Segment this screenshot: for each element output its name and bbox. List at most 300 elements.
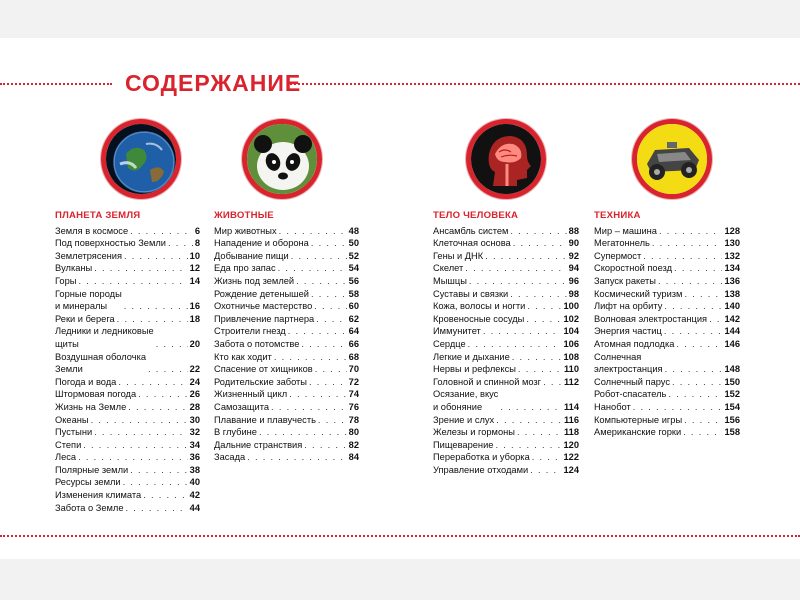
earth-image [101, 119, 181, 199]
toc-entry-title: Горные породы и минералы [55, 288, 122, 312]
dot-leader [124, 300, 188, 313]
toc-entry [214, 388, 359, 401]
toc-entry [214, 288, 359, 301]
toc-entry-page: 26 [189, 389, 200, 400]
toc-entry-title: Атомная подлодка [594, 338, 675, 349]
toc-entry-title: Рождение детенышей [214, 288, 310, 299]
toc-entry-title: Робот-спасатель [594, 389, 667, 400]
toc-entry [55, 288, 200, 313]
toc-entry-page: 10 [189, 250, 200, 261]
dot-leader [684, 414, 722, 427]
toc-entry-title: Погода и вода [55, 376, 117, 387]
toc-entry [433, 363, 579, 376]
toc-entry-title: В глубине [214, 427, 257, 438]
dot-leader [78, 275, 187, 288]
toc-entry [214, 325, 359, 338]
toc-entry-page: 148 [724, 364, 740, 375]
toc-entry [214, 414, 359, 427]
toc-entry-page: 44 [189, 502, 200, 513]
toc-entry-title: Реки и берега [55, 313, 115, 324]
toc-entry-title: Клеточная основа [433, 238, 511, 249]
toc-entry [433, 300, 579, 313]
toc-entry-page: 62 [348, 313, 359, 324]
toc-entry-title: Привлечение партнера [214, 313, 315, 324]
toc-entry-title: Скоростной поезд [594, 263, 673, 274]
toc-entry [433, 237, 579, 250]
toc-entry-title: Солнечный парус [594, 376, 670, 387]
dot-leader [674, 262, 722, 275]
vehicle-image [632, 119, 712, 199]
toc-entry-title: Мегатоннель [594, 238, 650, 249]
toc-entry [55, 275, 200, 288]
dot-leader [128, 401, 187, 414]
dot-leader [664, 325, 723, 338]
top-dotted-rule-right [290, 83, 800, 85]
toc-entry-title: Штормовая погода [55, 389, 137, 400]
toc-entry [214, 439, 359, 452]
toc-entry-page: 104 [563, 326, 579, 337]
toc-entry [594, 250, 740, 263]
toc-entry-page: 28 [189, 401, 200, 412]
toc-entry [594, 338, 740, 351]
section-heading: ТЕЛО ЧЕЛОВЕКА [433, 210, 519, 221]
toc-entry-title: Леса [55, 452, 77, 463]
dot-leader [143, 489, 187, 502]
toc-entry-page: 96 [568, 275, 579, 286]
toc-entry-title: Засада [214, 452, 246, 463]
toc-entry-title: Родительские заботы [214, 376, 307, 387]
toc-entry-page: 106 [563, 338, 579, 349]
toc-entry [55, 250, 200, 263]
toc-entry-title: Плавание и плавучесть [214, 414, 316, 425]
toc-entry-page: 134 [724, 263, 740, 274]
toc-entry [433, 414, 579, 427]
dot-leader [709, 313, 722, 326]
toc-entry [55, 376, 200, 389]
toc-entry-title: Зрение и слух [433, 414, 495, 425]
toc-page [0, 38, 800, 559]
toc-entry [55, 262, 200, 275]
toc-entry [433, 275, 579, 288]
toc-entry-page: 52 [348, 250, 359, 261]
toc-entry [433, 351, 579, 364]
toc-entry-page: 110 [564, 364, 579, 375]
toc-entry-title: Компьютерные игры [594, 414, 683, 425]
toc-entry [594, 351, 740, 376]
bottom-dotted-rule [0, 535, 800, 537]
toc-entry-title: Ансамбль систем [433, 225, 509, 236]
toc-entry-page: 112 [564, 376, 579, 387]
toc-entry-title: Супермост [594, 250, 642, 261]
dot-leader [296, 275, 347, 288]
toc-entry-title: Головной и спинной мозг [433, 376, 542, 387]
dot-leader [315, 363, 347, 376]
dot-leader [271, 401, 347, 414]
section-heading: ТЕХНИКА [594, 210, 641, 221]
dot-leader [130, 225, 193, 238]
toc-entry-page: 144 [724, 326, 740, 337]
dot-leader [117, 313, 188, 326]
toc-entry-title: Жизнь на Земле [55, 401, 127, 412]
dot-leader [485, 250, 566, 263]
toc-entry [433, 288, 579, 301]
toc-entry-page: 58 [348, 288, 359, 299]
toc-entry-page: 128 [724, 225, 740, 236]
dot-leader [78, 451, 188, 464]
toc-entry [433, 439, 579, 452]
toc-entry [433, 338, 579, 351]
toc-entry [55, 502, 200, 515]
toc-entry [433, 325, 579, 338]
toc-entry [433, 388, 579, 413]
dot-leader [683, 426, 722, 439]
toc-entry-title: Волновая электростанция [594, 313, 708, 324]
dot-leader [126, 502, 188, 515]
toc-entry [214, 363, 359, 376]
toc-entry-title: Лифт на орбиту [594, 301, 663, 312]
toc-entry-title: Землетрясения [55, 250, 123, 261]
toc-entry [594, 262, 740, 275]
toc-entry-title: Забота о потомстве [214, 338, 300, 349]
toc-entry-title: Изменения климата [55, 490, 142, 501]
toc-entry-title: Переработка и уборка [433, 452, 530, 463]
dot-leader [168, 237, 193, 250]
toc-entry-title: Жизненный цикл [214, 389, 288, 400]
dot-leader [659, 225, 723, 238]
toc-entry [214, 351, 359, 364]
human-head-image [466, 119, 546, 199]
toc-entry-title: Ледники и ледниковые щиты [55, 326, 154, 349]
dot-leader [500, 401, 562, 414]
toc-entry-page: 56 [348, 275, 359, 286]
toc-entry-page: 158 [724, 427, 740, 438]
toc-entry-page: 100 [563, 301, 579, 312]
dot-leader [318, 414, 347, 427]
toc-entry-page: 36 [189, 452, 200, 463]
dot-leader [301, 338, 346, 351]
top-dotted-rule-left [0, 83, 112, 85]
dot-leader [311, 237, 347, 250]
dot-leader [309, 376, 347, 389]
toc-entry-title: Осязание, вкус и обоняние [433, 389, 499, 412]
toc-entry [594, 426, 740, 439]
toc-entry-title: Земля в космосе [55, 225, 129, 236]
entry-list [214, 225, 359, 464]
toc-entry-page: 16 [189, 301, 200, 312]
dot-leader [314, 300, 346, 313]
toc-entry-page: 22 [189, 364, 200, 375]
toc-entry-title: Американские горки [594, 427, 682, 438]
dot-leader [279, 225, 347, 238]
section-heading: ЖИВОТНЫЕ [214, 210, 274, 221]
dot-leader [274, 351, 347, 364]
toc-entry-page: 12 [189, 263, 200, 274]
toc-entry-title: Океаны [55, 414, 89, 425]
toc-entry-title: Кожа, волосы и ногти [433, 301, 526, 312]
toc-entry-title: Горы [55, 275, 77, 286]
toc-entry-title: Ресурсы земли [55, 477, 121, 488]
toc-entry-page: 70 [348, 364, 359, 375]
toc-entry-page: 116 [564, 414, 579, 425]
dot-leader [496, 414, 562, 427]
toc-entry-page: 138 [724, 288, 740, 299]
dot-leader [526, 313, 561, 326]
toc-entry-title: Жизнь под землей [214, 275, 295, 286]
toc-entry-page: 18 [189, 313, 200, 324]
toc-entry-title: Солнечная электростанция [594, 351, 663, 375]
dot-leader [118, 376, 187, 389]
toc-entry [55, 476, 200, 489]
toc-entry-title: Спасение от хищников [214, 364, 313, 375]
dot-leader [148, 363, 188, 376]
dot-leader [483, 325, 562, 338]
toc-entry-page: 64 [348, 326, 359, 337]
toc-entry [214, 313, 359, 326]
toc-entry [55, 237, 200, 250]
toc-entry [214, 426, 359, 439]
toc-entry [594, 388, 740, 401]
toc-entry [433, 250, 579, 263]
dot-leader [124, 250, 188, 263]
toc-entry-page: 90 [568, 238, 579, 249]
toc-entry-title: Мир животных [214, 225, 277, 236]
dot-leader [530, 464, 561, 477]
dot-leader [532, 451, 562, 464]
toc-entry-title: Вулканы [55, 263, 93, 274]
toc-entry [594, 300, 740, 313]
toc-entry-page: 50 [348, 238, 359, 249]
toc-entry [594, 325, 740, 338]
toc-entry [55, 388, 200, 401]
toc-entry [594, 225, 740, 238]
toc-entry-title: Добывание пищи [214, 250, 289, 261]
toc-entry [594, 414, 740, 427]
dot-leader [288, 325, 347, 338]
toc-entry [55, 325, 200, 350]
toc-entry-title: Иммунитет [433, 326, 481, 337]
dot-leader [495, 439, 561, 452]
toc-entry [594, 288, 740, 301]
toc-entry-page: 140 [724, 301, 740, 312]
dot-leader [130, 464, 187, 477]
section-human-body [433, 210, 579, 476]
toc-entry [55, 464, 200, 477]
toc-entry [433, 451, 579, 464]
toc-entry [214, 376, 359, 389]
toc-entry-page: 8 [194, 238, 200, 249]
toc-entry-page: 108 [563, 351, 579, 362]
section-heading: ПЛАНЕТА ЗЕМЛЯ [55, 210, 141, 221]
toc-entry-page: 78 [348, 414, 359, 425]
toc-entry-title: Забота о Земле [55, 502, 124, 513]
toc-entry-title: Охотничье мастерство [214, 301, 313, 312]
toc-entry-title: Железы и гормоны [433, 427, 515, 438]
toc-entry [55, 451, 200, 464]
toc-entry-title: Космический туризм [594, 288, 683, 299]
toc-entry-page: 98 [568, 288, 579, 299]
toc-entry-page: 120 [563, 439, 579, 450]
dot-leader [510, 288, 566, 301]
toc-entry [55, 401, 200, 414]
toc-entry-page: 72 [348, 376, 359, 387]
toc-entry-title: Полярные земли [55, 464, 129, 475]
toc-entry-title: Нападение и оборона [214, 238, 309, 249]
toc-entry-title: Степи [55, 439, 82, 450]
toc-entry-page: 118 [564, 427, 579, 438]
toc-entry [55, 489, 200, 502]
toc-entry-page: 122 [563, 452, 579, 463]
toc-entry-page: 94 [568, 263, 579, 274]
toc-entry-page: 88 [568, 225, 579, 236]
toc-entry-page: 14 [189, 275, 200, 286]
toc-entry [55, 439, 200, 452]
toc-entry-page: 20 [189, 338, 200, 349]
dot-leader [94, 426, 188, 439]
toc-entry [214, 401, 359, 414]
toc-entry-page: 42 [189, 490, 200, 501]
toc-entry-title: Мир – машина [594, 225, 657, 236]
toc-entry [214, 250, 359, 263]
toc-entry-title: Самозащита [214, 401, 270, 412]
dot-leader [658, 275, 723, 288]
toc-entry [433, 225, 579, 238]
dot-leader [83, 439, 187, 452]
toc-entry [594, 275, 740, 288]
dot-leader [518, 363, 562, 376]
toc-entry-page: 34 [189, 439, 200, 450]
toc-entry-page: 38 [189, 464, 200, 475]
dot-leader [676, 338, 722, 351]
toc-entry-title: Мышцы [433, 275, 467, 286]
toc-entry-page: 154 [724, 401, 740, 412]
dot-leader [291, 250, 347, 263]
toc-entry-page: 40 [189, 477, 200, 488]
dot-leader [91, 414, 188, 427]
dot-leader [123, 476, 188, 489]
toc-entry-title: Гены и ДНК [433, 250, 484, 261]
toc-entry-page: 156 [724, 414, 740, 425]
dot-leader [633, 401, 723, 414]
toc-entry [214, 262, 359, 275]
dot-leader [652, 237, 723, 250]
toc-entry-page: 136 [724, 275, 740, 286]
dot-leader [156, 338, 188, 351]
dot-leader [469, 275, 567, 288]
dot-leader [513, 237, 567, 250]
toc-entry [55, 426, 200, 439]
dot-leader [510, 225, 566, 238]
toc-entry-title: Пищеварение [433, 439, 494, 450]
toc-entry-page: 114 [564, 401, 579, 412]
toc-entry [214, 300, 359, 313]
toc-entry-title: Сердце [433, 338, 466, 349]
toc-entry-page: 6 [194, 225, 200, 236]
toc-entry-page: 60 [348, 301, 359, 312]
dot-leader [316, 313, 346, 326]
toc-entry-page: 68 [348, 351, 359, 362]
toc-entry-title: Запуск ракеты [594, 275, 656, 286]
toc-entry [214, 338, 359, 351]
toc-entry [214, 225, 359, 238]
toc-entry-title: Кто как ходит [214, 351, 272, 362]
dot-leader [517, 426, 562, 439]
toc-entry-title: Энергия частиц [594, 326, 662, 337]
toc-entry [214, 237, 359, 250]
toc-entry-page: 54 [348, 263, 359, 274]
toc-entry-title: Строители гнезд [214, 326, 286, 337]
toc-entry-page: 30 [189, 414, 200, 425]
toc-entry [433, 464, 579, 477]
toc-entry-page: 142 [724, 313, 740, 324]
toc-entry-page: 150 [724, 376, 740, 387]
toc-entry-page: 130 [724, 238, 740, 249]
toc-entry-page: 152 [724, 389, 740, 400]
toc-entry-page: 48 [348, 225, 359, 236]
entry-list [433, 225, 579, 477]
section-technology [594, 210, 740, 439]
toc-entry-page: 132 [724, 250, 740, 261]
toc-entry-title: Легкие и дыхание [433, 351, 510, 362]
dot-leader [311, 288, 347, 301]
entry-list [594, 225, 740, 439]
dot-leader [527, 300, 561, 313]
dot-leader [94, 262, 187, 275]
page-title: СОДЕРЖАНИЕ [125, 70, 302, 96]
toc-entry [55, 351, 200, 376]
toc-entry-page: 82 [348, 439, 359, 450]
toc-entry [594, 237, 740, 250]
toc-entry [55, 225, 200, 238]
toc-entry-page: 32 [189, 427, 200, 438]
panda-image [242, 119, 322, 199]
toc-entry [214, 275, 359, 288]
dot-leader [278, 262, 347, 275]
toc-entry-page: 24 [189, 376, 200, 387]
toc-entry [214, 451, 359, 464]
dot-leader [138, 388, 188, 401]
dot-leader [672, 376, 722, 389]
toc-entry-page: 84 [348, 452, 359, 463]
toc-entry [55, 414, 200, 427]
toc-entry [55, 313, 200, 326]
toc-entry [594, 376, 740, 389]
toc-entry [433, 313, 579, 326]
dot-leader [668, 388, 722, 401]
toc-entry-page: 80 [348, 427, 359, 438]
dot-leader [468, 338, 562, 351]
section-animals [214, 210, 359, 464]
dot-leader [247, 451, 346, 464]
toc-entry [433, 426, 579, 439]
section-planet-earth [55, 210, 200, 514]
toc-entry-title: Нанобот [594, 401, 631, 412]
dot-leader [512, 351, 562, 364]
entry-list [55, 225, 200, 515]
dot-leader [465, 262, 566, 275]
dot-leader [665, 363, 723, 376]
toc-entry-page: 66 [348, 338, 359, 349]
toc-entry-title: Суставы и связки [433, 288, 509, 299]
toc-entry-title: Пустыни [55, 427, 93, 438]
dot-leader [643, 250, 722, 263]
toc-entry-page: 76 [348, 401, 359, 412]
dot-leader [304, 439, 346, 452]
toc-entry-page: 124 [563, 464, 579, 475]
dot-leader [289, 388, 346, 401]
toc-entry-title: Еда про запас [214, 263, 276, 274]
toc-entry-page: 146 [724, 338, 740, 349]
dot-leader [259, 426, 347, 439]
